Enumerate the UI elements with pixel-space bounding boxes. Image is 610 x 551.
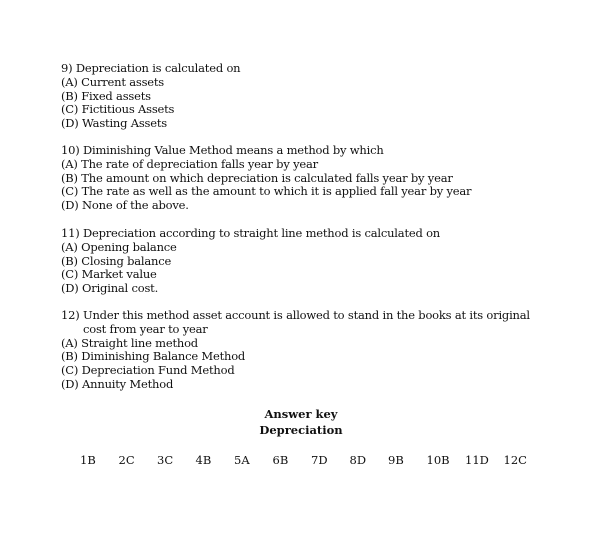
question-9 <box>61 62 240 131</box>
answer-key-subtitle: Depreciation <box>259 423 343 437</box>
answer-item: 8D <box>349 453 367 467</box>
option-a: (A) Straight line method <box>61 335 198 350</box>
option-a: (A) Current assets <box>61 74 165 89</box>
question-stem: 12) Under this method asset account is allowed to stand in the books at its original <box>61 308 530 322</box>
option-b: (B) The amount on which depreciation is calculated falls year by year <box>61 170 453 185</box>
question-12 <box>61 309 530 392</box>
option-a: (A) The rate of depreciation falls year by year <box>61 156 318 171</box>
question-stem: 9) Depreciation is calculated on <box>61 61 241 75</box>
answer-item: 1B <box>80 453 96 467</box>
option-d: (D) Original cost. <box>61 281 159 296</box>
answer-list <box>80 453 542 467</box>
option-d: (D) Wasting Assets <box>61 116 167 131</box>
answer-item: 2C <box>118 453 135 467</box>
question-stem: 10) Diminishing Value Method means a method by which <box>61 143 384 157</box>
option-c: (C) Fictitious Assets <box>61 102 175 117</box>
option-b: (B) Closing balance <box>61 253 172 268</box>
option-b: (B) Diminishing Balance Method <box>61 349 246 364</box>
question-10 <box>61 144 471 213</box>
answer-item: 3C <box>157 453 174 467</box>
option-d: (D) Annuity Method <box>61 376 174 391</box>
question-stem: 11) Depreciation according to straight line method is calculated on <box>61 226 441 240</box>
question-stem-continued: cost from year to year <box>83 321 208 336</box>
option-c: (C) Market value <box>61 267 157 282</box>
answer-item: 12C <box>503 453 527 467</box>
answer-item: 9B <box>388 453 404 467</box>
answer-item: 6B <box>272 453 289 467</box>
option-b: (B) Fixed assets <box>61 88 151 103</box>
option-c: (C) The rate as well as the amount to which it is applied fall year by year <box>61 184 472 199</box>
option-a: (A) Opening balance <box>61 239 177 254</box>
answer-item: 5A <box>234 453 250 467</box>
option-d: (D) None of the above. <box>61 198 189 213</box>
option-c: (C) Depreciation Fund Method <box>61 363 235 378</box>
answer-item: 10B <box>426 453 450 467</box>
answer-key-title: Answer key <box>264 407 338 421</box>
answer-item: 7D <box>311 453 328 467</box>
answer-item: 4B <box>195 453 212 467</box>
question-11 <box>61 227 440 296</box>
answer-item: 11D <box>465 453 489 467</box>
